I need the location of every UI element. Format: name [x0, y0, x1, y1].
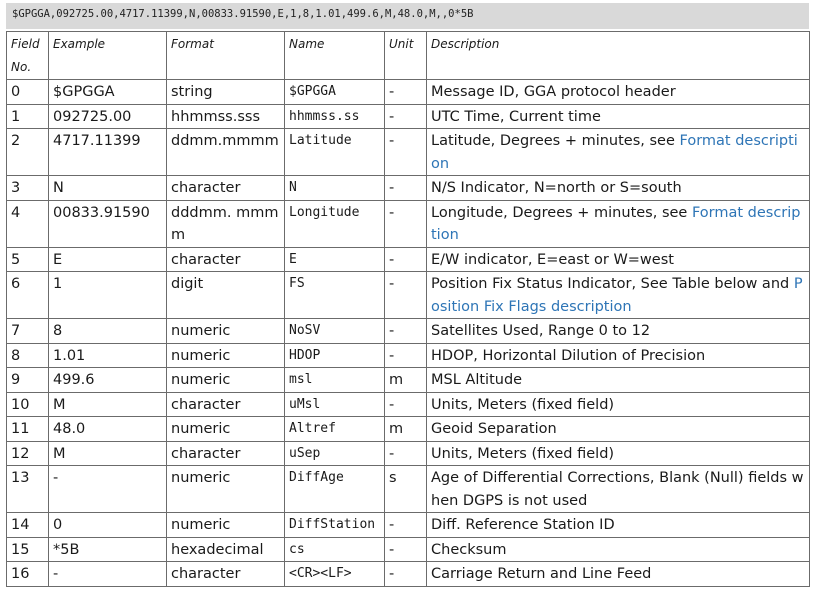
description-text: UTC Time, Current time	[431, 108, 601, 125]
description-text: MSL Altitude	[431, 372, 523, 388]
example-cell: 1.01	[49, 343, 167, 368]
table-row	[7, 537, 810, 562]
unit-cell: -	[385, 537, 427, 562]
field-no-cell: 12	[7, 441, 49, 466]
header-unit: Unit	[385, 32, 427, 80]
name-cell: E	[285, 247, 385, 272]
field-no-cell: 1	[7, 104, 49, 129]
description-text: Longitude, Degrees + minutes, see	[431, 204, 692, 221]
example-cell: E	[49, 247, 167, 272]
example-cell: 499.6	[49, 368, 167, 393]
header-field-no: Field No.	[7, 32, 49, 80]
field-no-cell: 9	[7, 368, 49, 393]
description-cell	[427, 343, 810, 368]
field-no-cell: 6	[7, 272, 49, 319]
example-cell: M	[49, 392, 167, 417]
table-row	[7, 513, 810, 538]
unit-cell: -	[385, 562, 427, 587]
table-row	[7, 129, 810, 176]
name-cell: Altref	[285, 417, 385, 442]
format-cell: ddmm.mmmm	[167, 129, 285, 176]
description-cell	[427, 513, 810, 538]
description-text: Carriage Return and Line Feed	[431, 566, 652, 582]
format-cell: character	[167, 392, 285, 417]
unit-cell: -	[385, 80, 427, 105]
format-cell: digit	[167, 272, 285, 319]
table-row	[7, 247, 810, 272]
format-cell: dddmm. mmmm	[167, 200, 285, 247]
field-no-cell: 15	[7, 537, 49, 562]
table-row	[7, 176, 810, 201]
name-cell: <CR><LF>	[285, 562, 385, 587]
description-cell	[427, 272, 810, 319]
table-row	[7, 343, 810, 368]
description-text: E/W indicator, E=east or W=west	[431, 251, 674, 268]
name-cell: $GPGGA	[285, 80, 385, 105]
example-cell: M	[49, 441, 167, 466]
description-text: Latitude, Degrees + minutes, see	[431, 133, 680, 149]
header-name: Name	[285, 32, 385, 80]
format-cell: hexadecimal	[167, 537, 285, 562]
field-no-cell: 10	[7, 392, 49, 417]
unit-cell: -	[385, 176, 427, 201]
example-cell: *5B	[49, 537, 167, 562]
table-row	[7, 392, 810, 417]
name-cell: FS	[285, 272, 385, 319]
description-text: HDOP, Horizontal Dilution of Precision	[431, 347, 706, 364]
field-no-cell: 8	[7, 343, 49, 368]
table-row	[7, 272, 810, 319]
description-cell	[427, 129, 810, 176]
description-link[interactable]: Format description	[431, 204, 801, 243]
field-no-cell: 7	[7, 319, 49, 344]
description-text: Age of Differential Corrections, Blank (Null) fields when DGPS is not used	[431, 470, 804, 509]
example-cell: -	[49, 466, 167, 513]
description-text: Units, Meters (fixed field)	[431, 396, 615, 413]
description-text: Satellites Used, Range 0 to 12	[431, 323, 651, 339]
nmea-sentence-bar	[6, 3, 809, 29]
name-cell: Latitude	[285, 129, 385, 176]
table-row	[7, 417, 810, 442]
description-cell	[427, 417, 810, 442]
unit-cell: -	[385, 319, 427, 344]
description-text: Checksum	[431, 541, 507, 558]
description-text: Units, Meters (fixed field)	[431, 445, 615, 462]
name-cell: NoSV	[285, 319, 385, 344]
format-cell: numeric	[167, 466, 285, 513]
name-cell: Longitude	[285, 200, 385, 247]
table-row	[7, 441, 810, 466]
field-no-cell: 3	[7, 176, 49, 201]
description-cell	[427, 562, 810, 587]
example-cell: 092725.00	[49, 104, 167, 129]
field-no-cell: 0	[7, 80, 49, 105]
table-row	[7, 466, 810, 513]
description-cell	[427, 200, 810, 247]
table-row	[7, 104, 810, 129]
description-text: Message ID, GGA protocol header	[431, 84, 676, 100]
format-cell: hhmmss.sss	[167, 104, 285, 129]
format-cell: character	[167, 176, 285, 201]
description-cell	[427, 368, 810, 393]
format-cell: character	[167, 247, 285, 272]
description-text: Position Fix Status Indicator, See Table below and	[431, 276, 794, 292]
unit-cell: -	[385, 247, 427, 272]
format-cell: numeric	[167, 417, 285, 442]
description-cell	[427, 392, 810, 417]
name-cell: DiffAge	[285, 466, 385, 513]
example-cell: 1	[49, 272, 167, 319]
unit-cell: m	[385, 368, 427, 393]
unit-cell: -	[385, 129, 427, 176]
description-link[interactable]: Position Fix Flags description	[431, 276, 803, 315]
table-row	[7, 80, 810, 105]
name-cell: msl	[285, 368, 385, 393]
description-text: Geoid Separation	[431, 421, 557, 437]
unit-cell: s	[385, 466, 427, 513]
table-row	[7, 562, 810, 587]
nmea-sentence-text: $GPGGA,092725.00,4717.11399,N,00833.91590,E,1,8,1.01,499.6,M,48.0,M,,0*5B	[12, 8, 474, 20]
unit-cell: m	[385, 417, 427, 442]
format-cell: numeric	[167, 368, 285, 393]
example-cell: N	[49, 176, 167, 201]
name-cell: HDOP	[285, 343, 385, 368]
description-cell	[427, 80, 810, 105]
unit-cell: -	[385, 441, 427, 466]
name-cell: DiffStation	[285, 513, 385, 538]
unit-cell: -	[385, 392, 427, 417]
format-cell: numeric	[167, 513, 285, 538]
table-header-row	[7, 32, 810, 80]
description-cell	[427, 319, 810, 344]
description-cell	[427, 441, 810, 466]
format-cell: numeric	[167, 343, 285, 368]
name-cell: hhmmss.ss	[285, 104, 385, 129]
name-cell: uSep	[285, 441, 385, 466]
unit-cell: -	[385, 513, 427, 538]
field-no-cell: 5	[7, 247, 49, 272]
format-cell: numeric	[167, 319, 285, 344]
example-cell: $GPGGA	[49, 80, 167, 105]
header-description: Description	[427, 32, 810, 80]
description-cell	[427, 537, 810, 562]
description-link[interactable]: Format description	[431, 133, 798, 172]
field-no-cell: 14	[7, 513, 49, 538]
description-cell	[427, 466, 810, 513]
format-cell: string	[167, 80, 285, 105]
example-cell: 0	[49, 513, 167, 538]
name-cell: uMsl	[285, 392, 385, 417]
example-cell: 00833.91590	[49, 200, 167, 247]
example-cell: 4717.11399	[49, 129, 167, 176]
unit-cell: -	[385, 200, 427, 247]
description-text: Diff. Reference Station ID	[431, 517, 615, 533]
field-no-cell: 4	[7, 200, 49, 247]
field-no-cell: 2	[7, 129, 49, 176]
example-cell: -	[49, 562, 167, 587]
description-cell	[427, 247, 810, 272]
format-cell: character	[167, 441, 285, 466]
field-no-cell: 11	[7, 417, 49, 442]
table-row	[7, 319, 810, 344]
example-cell: 48.0	[49, 417, 167, 442]
description-text: N/S Indicator, N=north or S=south	[431, 180, 682, 196]
format-cell: character	[167, 562, 285, 587]
gga-field-table	[6, 31, 810, 587]
header-example: Example	[49, 32, 167, 80]
field-no-cell: 16	[7, 562, 49, 587]
name-cell: cs	[285, 537, 385, 562]
unit-cell: -	[385, 104, 427, 129]
unit-cell: -	[385, 343, 427, 368]
name-cell: N	[285, 176, 385, 201]
field-no-cell: 13	[7, 466, 49, 513]
table-row	[7, 368, 810, 393]
description-cell	[427, 104, 810, 129]
unit-cell: -	[385, 272, 427, 319]
example-cell: 8	[49, 319, 167, 344]
header-format: Format	[167, 32, 285, 80]
description-cell	[427, 176, 810, 201]
table-row	[7, 200, 810, 247]
